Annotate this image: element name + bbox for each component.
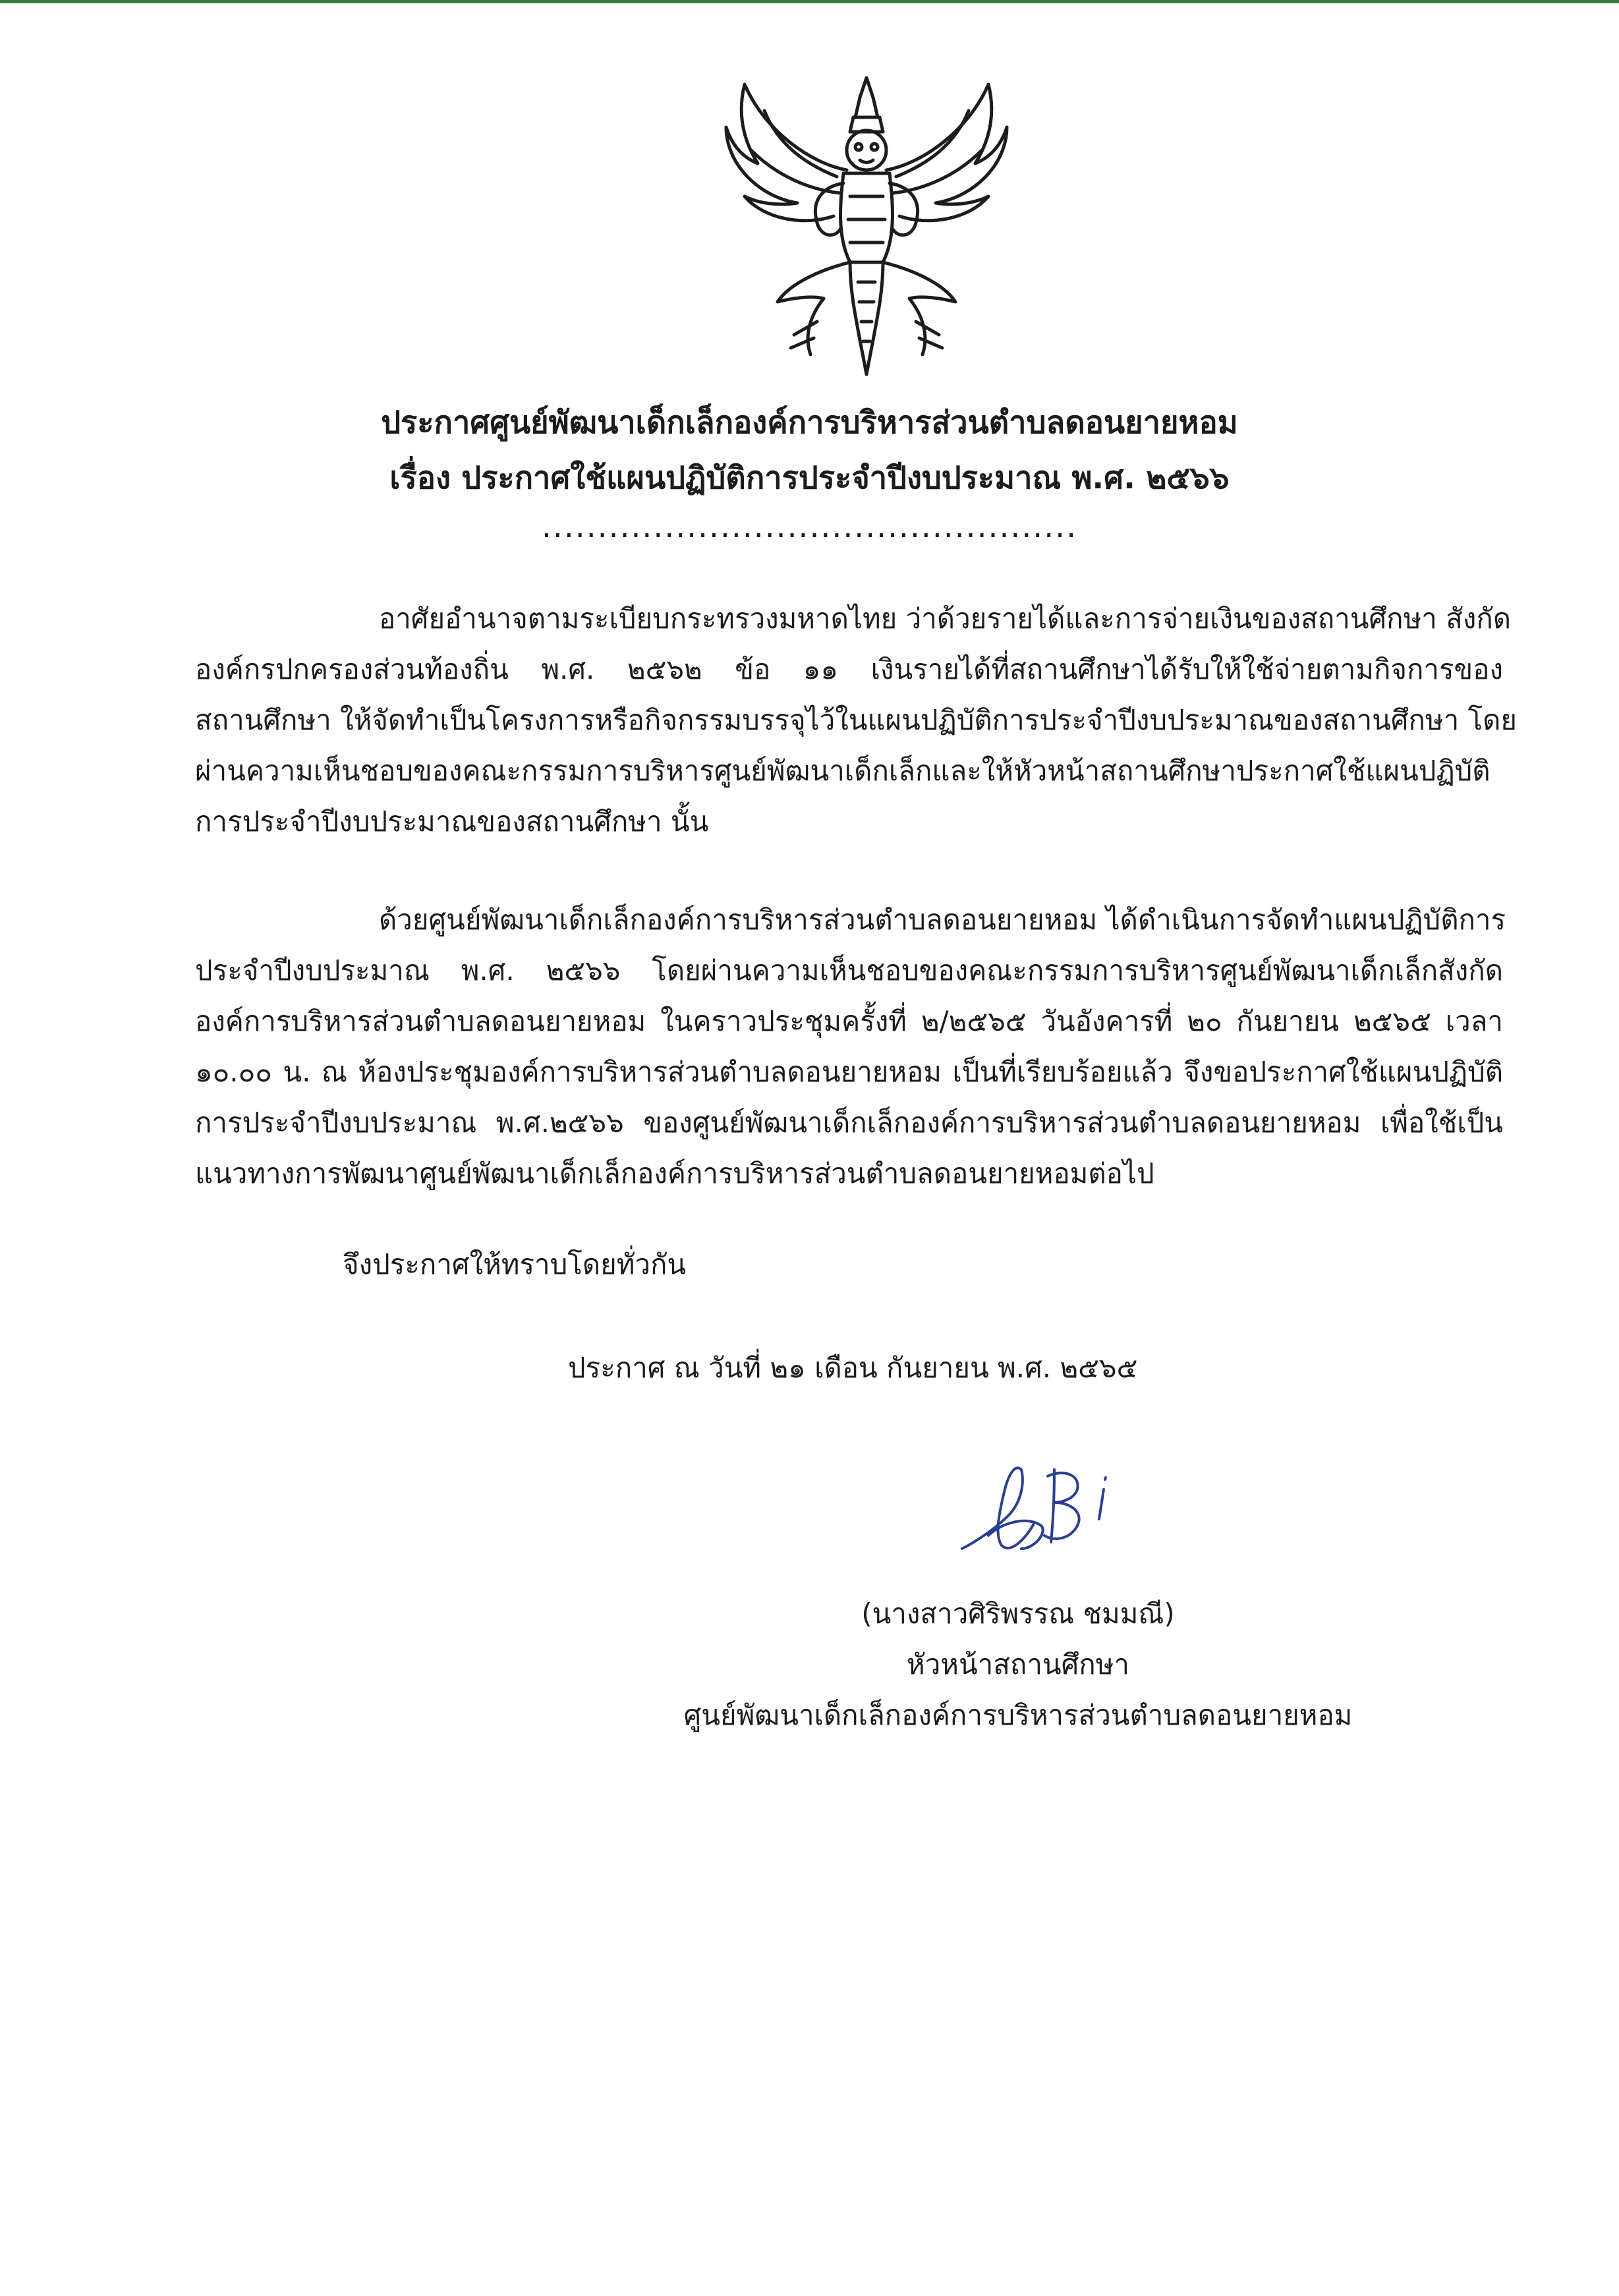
paragraph-announcement [195,894,1506,1199]
announcement-header [198,395,1421,547]
paragraph-line: ผ่านความเห็นชอบของคณะกรรมการบริหารศูนย์พัฒนาเด็กเล็กและให้หัวหน้าสถานศึกษาประกาศใช้แผนปฏิบัติ [195,755,1491,787]
paragraph-line: ประจำปีงบประมาณ พ.ศ. ๒๕๖๖ โดยผ่านความเห็นชอบของคณะกรรมการบริหารศูนย์พัฒนาเด็กเล็กสังกัด [195,954,1503,987]
signatory-organization: ศูนย์พัฒนาเด็กเล็กองค์การบริหารส่วนตำบลดอนยายหอม [683,1699,1353,1731]
announcement-title: ประกาศศูนย์พัฒนาเด็กเล็กองค์การบริหารส่วนตำบลดอนยายหอม [381,405,1238,441]
paragraph-line: ๑๐.๐๐ น. ณ ห้องประชุมองค์การบริหารส่วนตำบลดอนยายหอม เป็นที่เรียบร้อยแล้ว จึงขอประกาศใช้แผนปฏิบัติ [195,1056,1503,1088]
signatory-name: (นางสาวศิริพรรณ ชมมณี) [861,1597,1175,1630]
paragraph-line: การประจำปีงบประมาณ พ.ศ.๒๕๖๖ ของศูนย์พัฒนาเด็กเล็กองค์การบริหารส่วนตำบลดอนยายหอม เพื่อใช้เป็น [195,1106,1503,1139]
paragraph-line: อาศัยอำนาจตามระเบียบกระทรวงมหาดไทย ว่าด้วยรายได้และการจ่ายเงินของสถานศึกษา สังกัด [379,602,1512,635]
signatory-block [646,1588,1390,1740]
title-separator: ................................................ [541,509,1078,545]
handwritten-signature [949,1450,1166,1575]
paragraph-line: แนวทางการพัฒนาศูนย์พัฒนาเด็กเล็กองค์การบริหารส่วนตำบลดอนยายหอมต่อไป [195,1157,1154,1190]
announcement-subject: เรื่อง ประกาศใช้แผนปฏิบัติการประจำปีงบประมาณ พ.ศ. ๒๕๖๖ [389,460,1230,496]
paragraph-line: ด้วยศูนย์พัฒนาเด็กเล็กองค์การบริหารส่วนตำบลดอนยายหอม ได้ดำเนินการจัดทำแผนปฏิบัติการ [379,904,1506,936]
closing-statement: จึงประกาศให้ทราบโดยทั่วกัน [343,1248,687,1280]
garuda-emblem-icon [718,71,1015,381]
paragraph-authority [195,593,1518,847]
announcement-date: ประกาศ ณ วันที่ ๒๑ เดือน กันยายน พ.ศ. ๒๕๖๕ [568,1352,1138,1384]
paragraph-line: องค์การบริหารส่วนตำบลดอนยายหอม ในคราวประชุมครั้งที่ ๒/๒๕๖๕ วันอังคารที่ ๒๐ กันยายน ๒๕๖๕ เวลา [195,1005,1503,1037]
top-border-rule [0,0,1619,3]
paragraph-line: องค์กรปกครองส่วนท้องถิ่น พ.ศ. ๒๕๖๒ ข้อ ๑๑ เงินรายได้ที่สถานศึกษาได้รับให้ใช้จ่ายตามกิจการของ [195,653,1503,685]
signatory-position: หัวหน้าสถานศึกษา [907,1648,1129,1680]
paragraph-line: สถานศึกษา ให้จัดทำเป็นโครงการหรือกิจกรรมบรรจุไว้ในแผนปฏิบัติการประจำปีงบประมาณของสถานศึกษา โดย [195,704,1518,736]
paragraph-line: การประจำปีงบประมาณของสถานศึกษา นั้น [195,805,709,838]
